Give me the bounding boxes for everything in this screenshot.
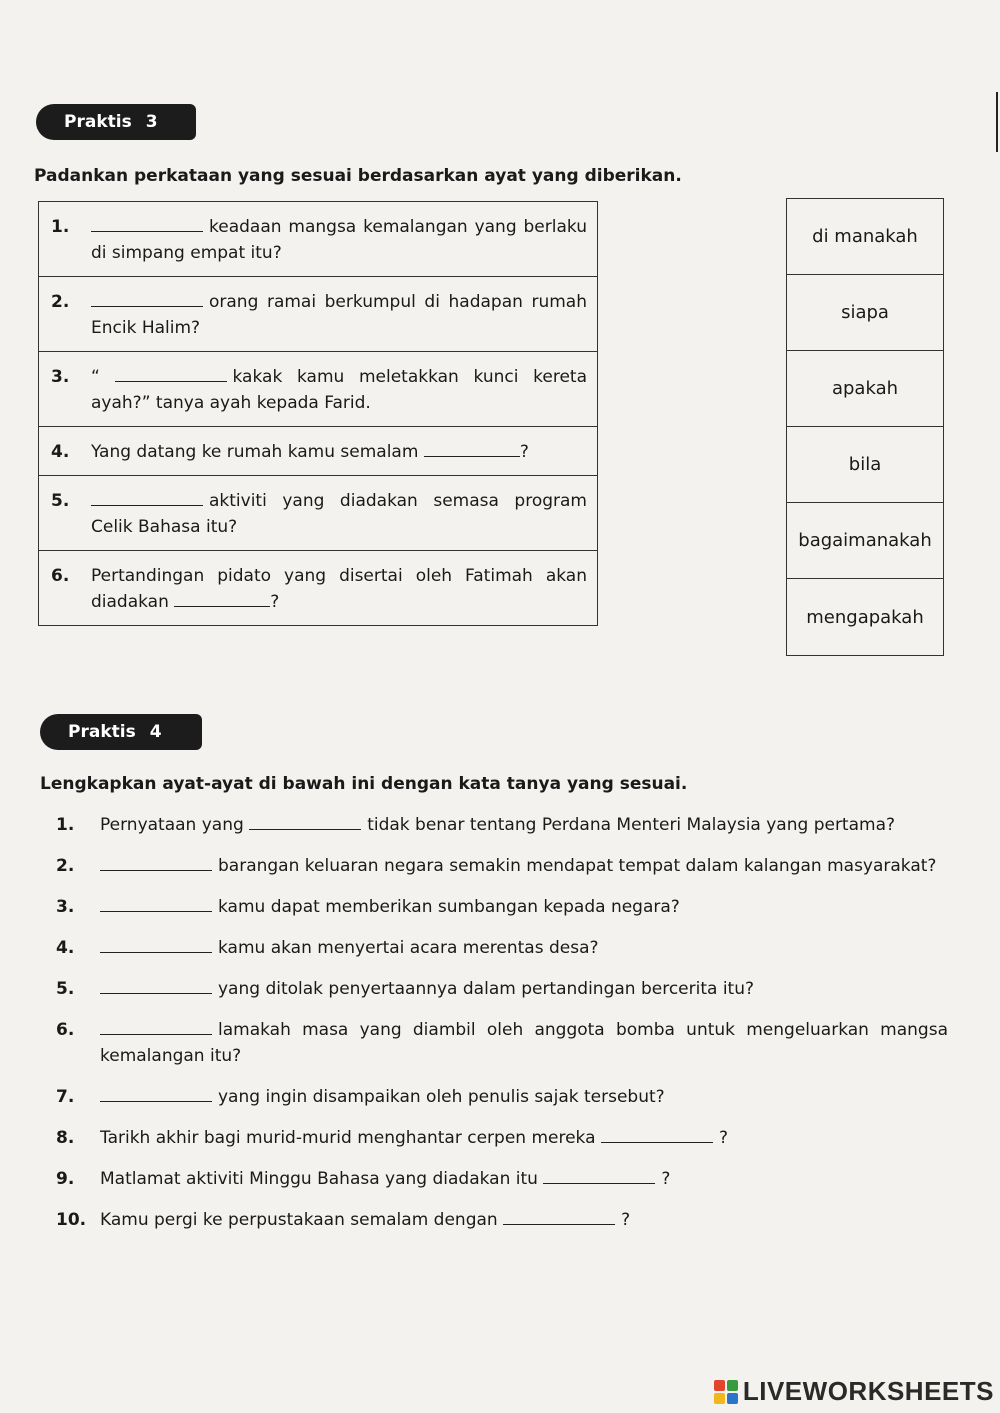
praktis-3-badge bbox=[36, 104, 196, 140]
fill-in-item bbox=[56, 1166, 948, 1192]
question-text-after: ? bbox=[519, 442, 529, 462]
answer-blank[interactable] bbox=[115, 364, 227, 382]
answer-blank[interactable] bbox=[424, 439, 520, 457]
item-text-after: tidak benar tentang Perdana Menteri Malaysia yang pertama? bbox=[367, 815, 896, 835]
fill-in-item bbox=[56, 935, 948, 961]
answer-blank[interactable] bbox=[503, 1207, 615, 1225]
question-text-after: ? bbox=[270, 592, 280, 612]
praktis-4-badge bbox=[40, 714, 202, 750]
question-text bbox=[91, 488, 587, 540]
item-text-after: kamu dapat memberikan sumbangan kepada negara? bbox=[218, 897, 680, 917]
praktis-3-instruction: Padankan perkataan yang sesuai berdasarkan ayat yang diberikan. bbox=[34, 166, 682, 186]
item-number: 3. bbox=[56, 897, 75, 917]
answer-blank[interactable] bbox=[100, 935, 212, 953]
fill-in-question-list bbox=[56, 812, 948, 1248]
question-row bbox=[39, 277, 597, 352]
item-text-before: Kamu pergi ke perpustakaan semalam dengan bbox=[100, 1210, 498, 1230]
item-text bbox=[100, 853, 948, 879]
question-text-before: Pertandingan pidato yang disertai oleh Fatimah akan diadakan bbox=[91, 566, 587, 612]
item-number: 1. bbox=[56, 815, 75, 835]
badge-label: Praktis bbox=[64, 112, 132, 132]
question-text-after: orang ramai berkumpul di hadapan rumah Encik Halim? bbox=[91, 292, 587, 338]
question-text bbox=[91, 214, 587, 266]
question-row bbox=[39, 551, 597, 625]
answer-option[interactable]: bagaimanakah bbox=[787, 503, 943, 579]
fill-in-item bbox=[56, 1207, 948, 1233]
question-text bbox=[91, 439, 587, 465]
question-text-before: Yang datang ke rumah kamu semalam bbox=[91, 442, 419, 462]
answer-blank[interactable] bbox=[601, 1125, 713, 1143]
badge-number: 3 bbox=[145, 112, 158, 132]
item-number: 10. bbox=[56, 1210, 87, 1230]
item-text-after: lamakah masa yang diambil oleh anggota bomba untuk mengeluarkan mangsa kemalangan itu? bbox=[100, 1020, 948, 1066]
question-number: 2. bbox=[51, 292, 70, 312]
question-text-after: keadaan mangsa kemalangan yang berlaku di simpang empat itu? bbox=[91, 217, 587, 263]
answer-blank[interactable] bbox=[100, 894, 212, 912]
praktis-4-instruction: Lengkapkan ayat-ayat di bawah ini dengan kata tanya yang sesuai. bbox=[40, 774, 688, 794]
question-text-after: aktiviti yang diadakan semasa program Celik Bahasa itu? bbox=[91, 491, 587, 537]
answer-blank[interactable] bbox=[100, 1017, 212, 1035]
fill-in-item bbox=[56, 1084, 948, 1110]
answer-blank[interactable] bbox=[91, 488, 203, 506]
answer-option[interactable]: mengapakah bbox=[806, 606, 924, 628]
item-text-after: barangan keluaran negara semakin mendapat tempat dalam kalangan masyarakat? bbox=[218, 856, 937, 876]
fill-in-item bbox=[56, 812, 948, 838]
logo-square bbox=[727, 1393, 738, 1404]
question-row bbox=[39, 427, 597, 476]
answer-blank[interactable] bbox=[91, 214, 203, 232]
matching-options-column bbox=[786, 198, 944, 656]
item-text-after: ? bbox=[661, 1169, 671, 1189]
item-text bbox=[100, 935, 948, 961]
item-number: 8. bbox=[56, 1128, 75, 1148]
item-text bbox=[100, 1207, 948, 1233]
page-edge-line bbox=[996, 92, 998, 152]
question-row bbox=[39, 352, 597, 427]
item-text-after: kamu akan menyertai acara merentas desa? bbox=[218, 938, 599, 958]
item-text bbox=[100, 976, 948, 1002]
answer-option[interactable]: apakah bbox=[787, 351, 943, 427]
item-number: 9. bbox=[56, 1169, 75, 1189]
question-number: 3. bbox=[51, 367, 70, 387]
item-text bbox=[100, 812, 948, 838]
item-text-after: yang ingin disampaikan oleh penulis sajak tersebut? bbox=[218, 1087, 665, 1107]
item-text-after: ? bbox=[718, 1128, 728, 1148]
item-text bbox=[100, 894, 948, 920]
question-text bbox=[91, 563, 587, 615]
question-number: 5. bbox=[51, 491, 70, 511]
fill-in-item bbox=[56, 976, 948, 1002]
logo-square bbox=[714, 1393, 725, 1404]
question-number: 4. bbox=[51, 442, 70, 462]
answer-blank[interactable] bbox=[100, 1084, 212, 1102]
fill-in-item bbox=[56, 853, 948, 879]
item-number: 5. bbox=[56, 979, 75, 999]
item-text bbox=[100, 1084, 948, 1110]
matching-questions-table bbox=[38, 201, 598, 626]
liveworksheets-footer bbox=[714, 1376, 994, 1407]
liveworksheets-logo-icon bbox=[714, 1380, 738, 1404]
answer-blank[interactable] bbox=[543, 1166, 655, 1184]
answer-blank[interactable] bbox=[174, 589, 270, 607]
badge-number: 4 bbox=[149, 722, 162, 742]
question-text-before: “ bbox=[91, 367, 100, 387]
item-text-before: Pernyataan yang bbox=[100, 815, 244, 835]
item-text-after: yang ditolak penyertaannya dalam pertandingan bercerita itu? bbox=[218, 979, 755, 999]
item-text bbox=[100, 1017, 948, 1069]
question-text bbox=[91, 364, 587, 416]
logo-square bbox=[714, 1380, 725, 1391]
item-text-after: ? bbox=[621, 1210, 631, 1230]
answer-blank[interactable] bbox=[100, 976, 212, 994]
fill-in-item bbox=[56, 1017, 948, 1069]
question-text-after: kakak kamu meletakkan kunci kereta ayah?” tanya ayah kepada Farid. bbox=[91, 367, 588, 413]
answer-blank[interactable] bbox=[249, 812, 361, 830]
item-text bbox=[100, 1125, 948, 1151]
item-text bbox=[100, 1166, 948, 1192]
answer-option[interactable]: bila bbox=[787, 427, 943, 503]
question-number: 6. bbox=[51, 566, 70, 586]
question-number: 1. bbox=[51, 217, 70, 237]
fill-in-item bbox=[56, 1125, 948, 1151]
fill-in-item bbox=[56, 894, 948, 920]
footer-brand: LIVEWORKSHEETS bbox=[742, 1376, 994, 1406]
item-number: 4. bbox=[56, 938, 75, 958]
answer-blank[interactable] bbox=[100, 853, 212, 871]
question-text bbox=[91, 289, 587, 341]
question-row bbox=[39, 476, 597, 551]
item-text-before: Matlamat aktiviti Minggu Bahasa yang diadakan itu bbox=[100, 1169, 538, 1189]
item-number: 2. bbox=[56, 856, 75, 876]
answer-option[interactable]: di manakah bbox=[787, 199, 943, 275]
question-row bbox=[39, 202, 597, 277]
badge-label: Praktis bbox=[68, 722, 136, 742]
answer-option[interactable]: siapa bbox=[787, 275, 943, 351]
logo-square bbox=[727, 1380, 738, 1391]
item-number: 7. bbox=[56, 1087, 75, 1107]
item-number: 6. bbox=[56, 1020, 75, 1040]
item-text-before: Tarikh akhir bagi murid-murid menghantar cerpen mereka bbox=[100, 1128, 596, 1148]
answer-blank[interactable] bbox=[91, 289, 203, 307]
